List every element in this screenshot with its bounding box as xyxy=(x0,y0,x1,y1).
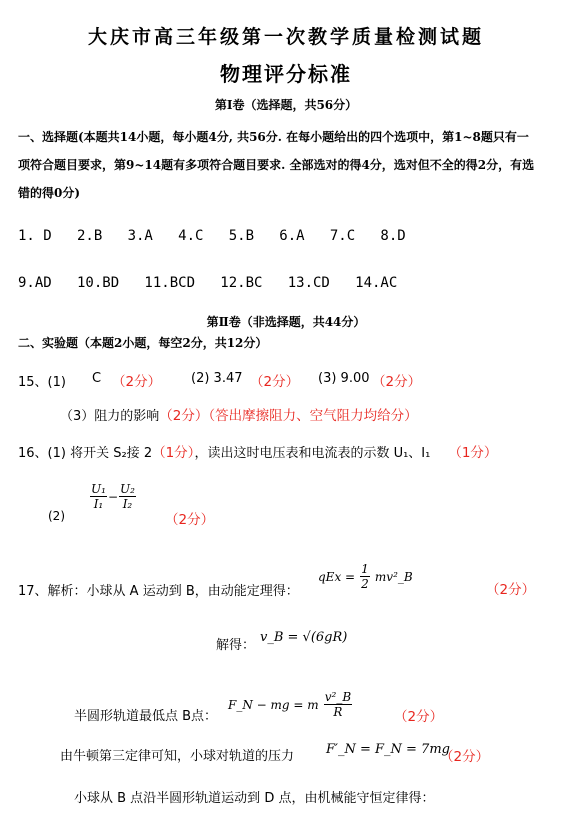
q15-answer-3: (3) 9.00 xyxy=(318,371,370,386)
q17-equation-2: v_B = √(6gR) xyxy=(260,630,348,645)
q17-equation-4: F′_N = F_N = 7mg xyxy=(326,742,450,757)
part1-heading: 第Ⅰ卷（选择题，共56分） xyxy=(214,98,358,112)
q15-answer-2: (2) 3.47 xyxy=(191,371,243,386)
q16-score-3: （2分） xyxy=(165,512,215,528)
q17-equation-3: F_N − mg = m $\frac{\text{v²\_B}}{R}$ xyxy=(228,690,352,719)
q16-text-b: ，读出这时电压表和电流表的示数 U₁、I₁ xyxy=(194,446,431,461)
part2-heading: 第Ⅱ卷（非选择题，共44分） xyxy=(206,315,366,329)
q15-score-note: （答出摩擦阻力、空气阻力均给分） xyxy=(208,408,418,424)
q15-answer-4: （3）阻力的影响 xyxy=(60,409,160,424)
part1-instructions-line2: 项符合题目要求，第9~14题有多项符合题目要求. 全部选对的得4分，选对但不全的得2分，有选 xyxy=(18,158,535,172)
answers-row-2: 9.AD 10.BD 11.BCD 12.BC 13.CD 14.AC xyxy=(18,275,398,291)
part1-instructions-line1: 一、选择题(本题共14小题，每小题4分, 共56分. 在每小题给出的四个选项中，第1~8题只有一 xyxy=(18,130,529,144)
q16-score-1: （1分） xyxy=(152,445,195,461)
q17-solve-label: 解得： xyxy=(216,638,256,653)
q17-score-1: （2分） xyxy=(486,582,536,598)
q15-line-2 xyxy=(60,404,418,424)
q15-score-1: （2分） xyxy=(112,374,162,390)
q15-score-4: （2分） xyxy=(159,408,209,424)
fraction-u2-i2: $\frac{\text{U₂}}{\text{I₂}}$ xyxy=(120,482,135,511)
q17-intro: 17、解析：小球从 A 运动到 B，由动能定理得： xyxy=(18,584,299,599)
part1-instructions-line3: 错的得0分) xyxy=(18,186,81,200)
q17-score-4: （2分） xyxy=(440,749,490,765)
exam-title: 大庆市高三年级第一次教学质量检测试题 xyxy=(87,26,484,48)
q17-last-line: 小球从 B 点沿半圆形轨道运动到 D 点，由机械能守恒定律得： xyxy=(74,791,435,806)
part2-subheading: 二、实验题（本题2小题，每空2分，共12分） xyxy=(18,336,268,350)
q16-score-2: （1分） xyxy=(448,445,498,461)
q15-label: 15、(1) xyxy=(18,375,66,390)
q17-score-3: （2分） xyxy=(394,709,444,725)
q16-line-1 xyxy=(18,441,497,461)
fraction-u1-i1: $\frac{\text{U₁}}{\text{I₁}}$ xyxy=(91,482,106,511)
q16-part2-label: (2) xyxy=(48,509,65,523)
q16-text-a: 16、(1) 将开关 S₂接 2 xyxy=(18,446,153,461)
q15-score-2: （2分） xyxy=(250,374,300,390)
q17-equation-1: qEx = $\frac{1}{2}$ mv²_B xyxy=(318,562,413,591)
q15-score-3: （2分） xyxy=(372,374,422,390)
document-title: 物理评分标准 xyxy=(220,62,352,86)
q15-answer-1: C xyxy=(92,371,102,386)
q17-low-point-label: 半圆形轨道最低点 B点： xyxy=(74,709,218,724)
q16-formula: $\frac{\text{U₁}}{\text{I₁}}$ − $\frac{\text{U₂}}{\text{I₂}}$ xyxy=(91,482,135,511)
answers-row-1: 1. D 2.B 3.A 4.C 5.B 6.A 7.C 8.D xyxy=(18,228,406,244)
q17-newton-label: 由牛顿第三定律可知，小球对轨道的压力 xyxy=(60,749,295,764)
